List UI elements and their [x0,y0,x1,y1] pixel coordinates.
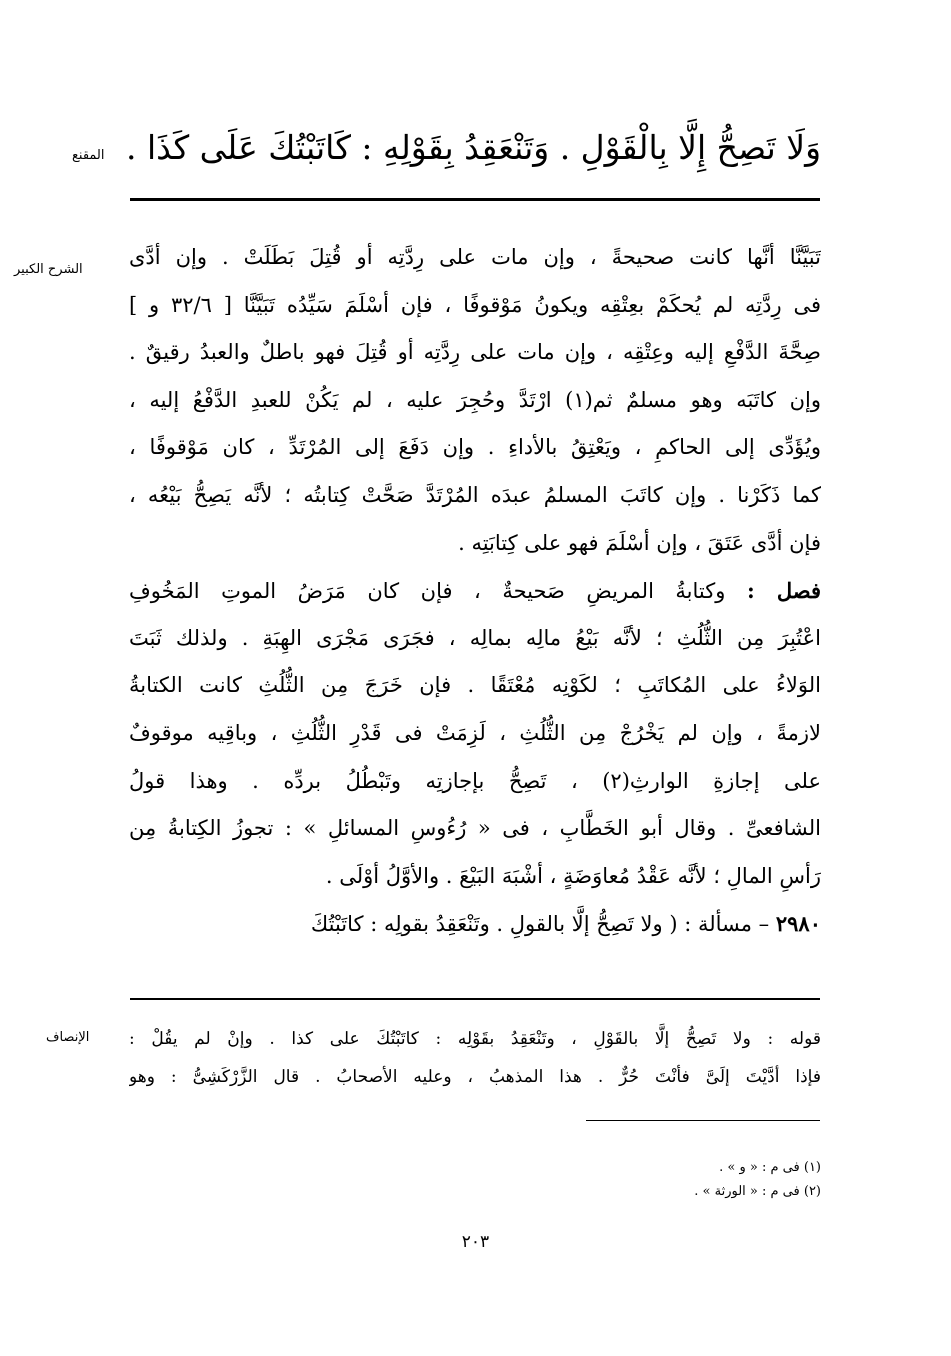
page-number: ٢٠٣ [461,1232,490,1252]
insaf-section [129,1020,821,1096]
label-muqni: المقنع [72,148,105,163]
masala-number: ٢٩٨٠ [775,911,821,937]
fasl-line: على إجازةِ الوارثِ(٢) ، تَصِحُّ بإجازتِه وتَبْطُلُ بردِّه . وهذا قولُ [129,768,821,793]
fasl-line: الوَلاءُ على المُكاتَبِ ؛ لكَوْنِه مُعْتَقًا . فإن خَرَجَ مِن الثُّلُثِ كانت الكتابةُ [129,673,821,698]
footnote: (٢) فى م : « الورثة » . [694,1184,821,1199]
sharh-line: وإن كاتَبَه وهو مسلمٌ ثم(١) ارْتَدَّ وحُجِرَ عليه ، لم يَكُنْ للعبدِ الدَّفْعُ إليه ، [129,387,821,412]
sharh-divider [130,998,820,1000]
matn-text: وَلَا تَصِحُّ إِلَّا بِالْقَوْلِ . وَتَنْعَقِدُ بِقَوْلِهِ : كَاتَبْتُكَ عَلَى كَذَا . [125,128,821,167]
sharh-line: ويُؤَدِّى إلى الحاكمِ ، ويَعْتِقُ بالأداءِ . وإن دَفَعَ إلى المُرْتَدِّ ، كان مَوْقوفًا ، [129,435,821,460]
fasl-first-text: وكتابةُ المريضِ صَحيحةٌ ، فإن كان مَرَضُ الموتِ المَخُوفِ [129,579,726,604]
fasl-line: الشافعىِّ . وقال أبو الخَطَّابِ ، فى « رُءُوسِ المسائلِ » : تجوزُ الكِتابةُ مِن [129,816,821,841]
sharh-line: صِحَّةَ الدَّفْعِ إليه وعِتْقِه ، وإن مات على رِدَّتِه أو قُتِلَ فهو باطلٌ والعبدُ رقيقٌ . [129,340,821,365]
insaf-line: فإذا أدَّيْتَ إلَىَّ فأنْتَ حُرٌّ . هذا المذهبُ ، وعليه الأصحابُ . قال الزَّرْكَشِىُّ : وهو [129,1067,821,1087]
sharh-line: فى رِدَّتِه لم يُحكَمْ بعِتْقِه ويكونُ مَوْقوفًا ، فإن أسْلَمَ سَيِّدُه تَبَيَّنَّا [ ٣٢/٦ و ] [129,292,821,317]
sharh-section [129,234,821,948]
fasl-first-line [129,567,821,615]
insaf-line: قوله : ولا تَصِحُّ إلَّا بالقَوْلِ ، وتَنْعَقِدُ بقَوْلِه : كاتَبْتُكَ على كذا . وإنْ لم يقُلْ : [129,1029,821,1049]
footnote-divider [586,1120,820,1121]
label-sharh-kabir: الشرح الكبير [14,262,83,277]
masala-text: – مسألة : ( ولا تَصِحُّ إلَّا بالقولِ . وتَنْعَقِدُ بقولِه : كاتَبْتُكَ [310,912,770,937]
masala-line [129,900,821,948]
sharh-line: فإن أدَّى عَتَقَ ، وإن أسْلَمَ فهو على كِتابَتِه . [458,530,821,555]
fasl-line: اعْتُبِرَ مِن الثُّلُثِ ؛ لأنَّه بَيْعُ مالِه بمالِه ، فجَرَى مَجْرَى الهِبَةِ . ولذلك ثَبَتَ [129,625,821,650]
fasl-line: لازمةً ، وإن لم يَخْرُجْ مِن الثُّلُثِ ، لَزِمَتْ فى قَدْرِ الثُّلُثِ ، وباقِيه موقوفٌ [129,720,821,745]
footnote: (١) فى م : « و » . [719,1160,821,1175]
matn-divider [130,198,820,201]
sharh-line: كما ذَكَرْنا . وإن كاتَبَ المسلمُ عبدَه المُرْتَدَّ صَحَّتْ كِتابتُه ؛ لأنَّه يَصِحُّ بَيْعُه ، [129,482,821,507]
footnotes [131,1156,821,1204]
sharh-line: تَبَيَّنَّا أنَّها كانت صحيحةً ، وإن مات على رِدَّتِه أو قُتِلَ بَطَلَتْ . وإن أدَّى [129,245,821,269]
fasl-line: رَأسِ المالِ ؛ لأنَّه عَقْدُ مُعاوَضَةٍ ، أشْبَهَ البَيْعَ . والأوَّلُ أوْلَى . [325,863,821,888]
fasl-label: فصل : [746,578,821,604]
label-insaf: الإنصاف [46,1030,90,1045]
